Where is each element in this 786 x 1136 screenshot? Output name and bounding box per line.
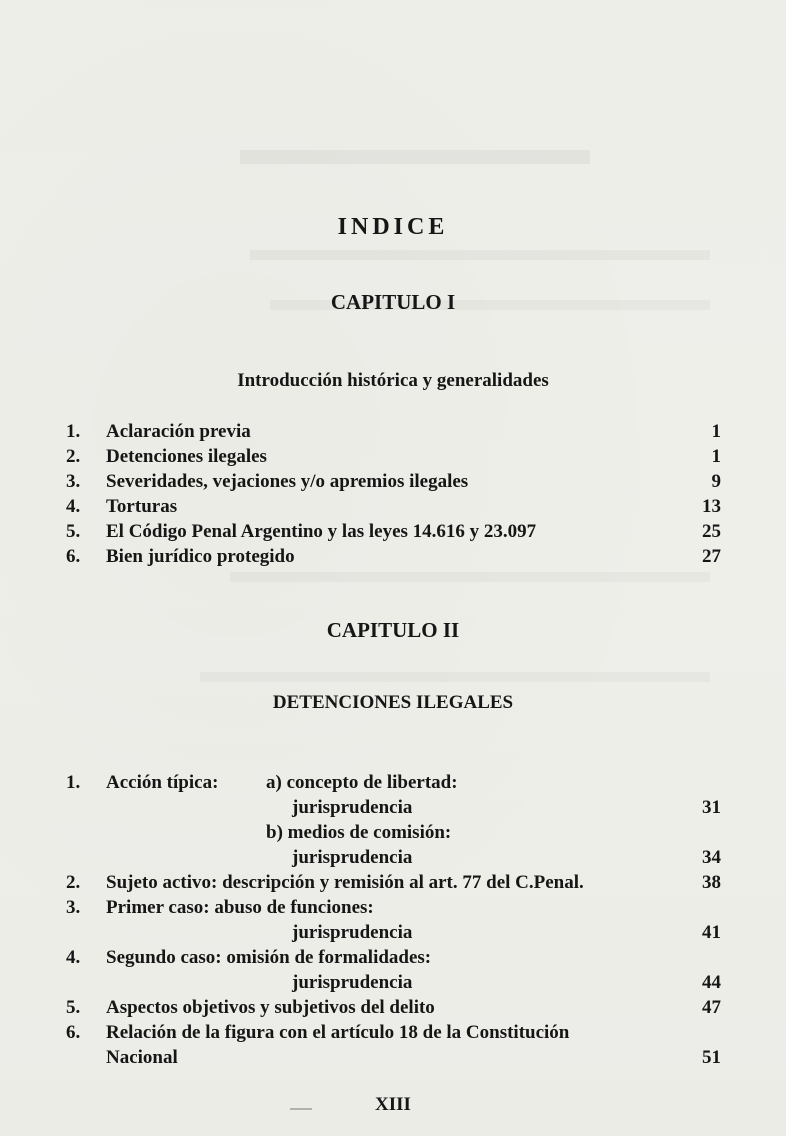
chapter-1-toc: [66, 419, 721, 569]
toc-row: [66, 469, 721, 494]
toc-row: [66, 995, 721, 1020]
item-page: 34: [702, 847, 721, 868]
item-title: Nacional: [106, 1047, 178, 1068]
bleed-through-mark: [240, 150, 590, 164]
item-title: jurisprudencia: [292, 972, 413, 993]
item-page: 27: [702, 546, 721, 567]
toc-row: [66, 820, 721, 845]
chapter-1-section-title: Introducción histórica y generalidades: [237, 370, 549, 391]
item-page: 13: [702, 496, 721, 517]
item-page: 31: [702, 797, 721, 818]
item-number: 5.: [66, 997, 81, 1018]
item-title: Severidades, vejaciones y/o apremios ilegales: [106, 471, 469, 492]
toc-row: [66, 1020, 721, 1045]
item-page: 38: [702, 872, 721, 893]
item-title: Acción típica:: [106, 772, 219, 793]
item-number: 5.: [66, 521, 81, 542]
toc-row: [66, 419, 721, 444]
item-title: jurisprudencia: [292, 922, 413, 943]
toc-row: [66, 494, 721, 519]
item-page: 44: [702, 972, 721, 993]
item-title: jurisprudencia: [292, 847, 413, 868]
item-title: Segundo caso: omisión de formalidades:: [106, 947, 432, 968]
item-page: 25: [702, 521, 721, 542]
toc-row: [66, 1045, 721, 1070]
toc-row: [66, 945, 721, 970]
item-title: Sujeto activo: descripción y remisión al art. 77 del C.Penal.: [106, 872, 584, 893]
item-title: Relación de la figura con el artículo 18 de la Constitución: [106, 1022, 570, 1043]
item-title: Primer caso: abuso de funciones:: [106, 897, 374, 918]
toc-row: [66, 870, 721, 895]
item-number: 2.: [66, 872, 81, 893]
item-title: Bien jurídico protegido: [106, 546, 295, 567]
item-page: 1: [711, 421, 721, 442]
bleed-through-mark: [200, 672, 710, 682]
toc-row: [66, 544, 721, 569]
toc-row: [66, 519, 721, 544]
item-title: El Código Penal Argentino y las leyes 14.616 y 23.097: [106, 521, 537, 542]
item-title: Detenciones ilegales: [106, 446, 267, 467]
item-title: b) medios de comisión:: [266, 822, 452, 843]
chapter-2-section-title: DETENCIONES ILEGALES: [272, 692, 514, 713]
item-page: 9: [711, 471, 721, 492]
toc-row: [66, 895, 721, 920]
bleed-through-mark: [230, 572, 710, 582]
toc-row: [66, 845, 721, 870]
item-number: 3.: [66, 471, 81, 492]
item-title: Torturas: [106, 496, 178, 517]
toc-row: [66, 444, 721, 469]
item-number: 6.: [66, 546, 81, 567]
item-page: 41: [702, 922, 721, 943]
item-title: Aclaración previa: [106, 421, 251, 442]
page-number: XIII: [375, 1094, 411, 1115]
chapter-1-title: CAPITULO I: [330, 290, 456, 314]
item-number: 6.: [66, 1022, 81, 1043]
item-page: 47: [702, 997, 721, 1018]
item-title: Aspectos objetivos y subjetivos del delito: [106, 997, 435, 1018]
item-title: jurisprudencia: [292, 797, 413, 818]
item-number: 3.: [66, 897, 81, 918]
toc-row: [66, 795, 721, 820]
chapter-2-toc: [66, 770, 721, 1070]
item-page: 1: [711, 446, 721, 467]
index-title: INDICE: [337, 214, 449, 240]
item-number: 1.: [66, 772, 81, 793]
toc-row: [66, 970, 721, 995]
item-number: 4.: [66, 947, 81, 968]
item-number: 4.: [66, 496, 81, 517]
item-page: 51: [702, 1047, 721, 1068]
item-subtitle: a) concepto de libertad:: [266, 772, 458, 793]
toc-row: [66, 770, 721, 795]
bleed-through-mark: [250, 250, 710, 260]
chapter-2-title: CAPITULO II: [326, 618, 460, 642]
item-number: 1.: [66, 421, 81, 442]
item-number: 2.: [66, 446, 81, 467]
toc-row: [66, 920, 721, 945]
